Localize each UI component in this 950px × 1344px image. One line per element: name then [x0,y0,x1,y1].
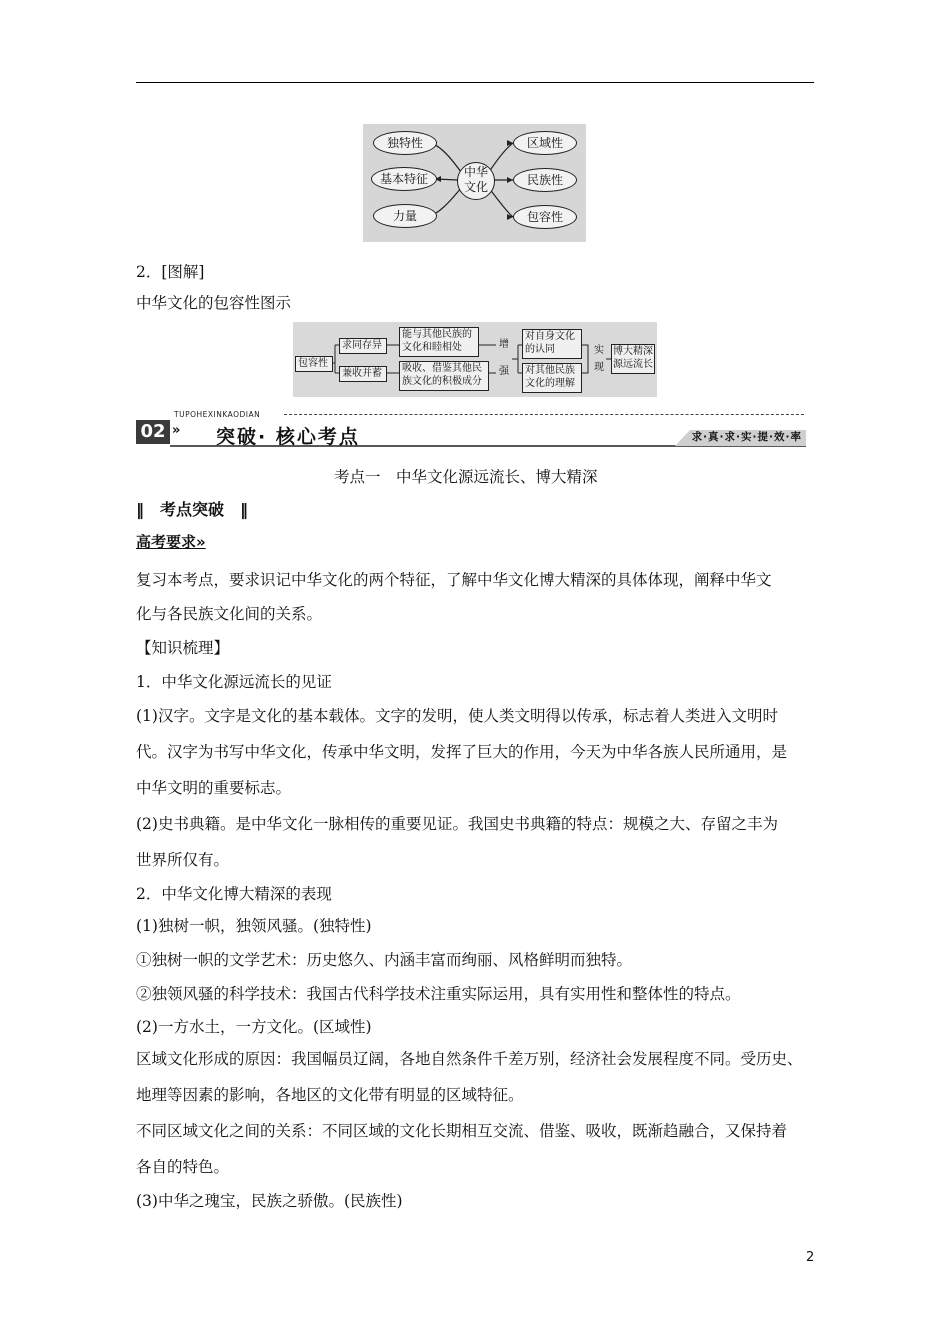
flow-result-2-line-2: 文化的理解 [525,378,575,389]
body-line: (2)一方水土，一方文化。(区域性) [136,1018,372,1036]
body-line: 2．中华文化博大精深的表现 [136,885,332,903]
flow-verb-strengthen [497,338,511,378]
flow-final [611,344,655,374]
mindmap-node-right-1: 区域性 [513,131,577,155]
flow-result-1 [522,329,582,359]
flow-branch-2: 兼收并蓄 [339,366,387,382]
flow-detail-2 [399,361,489,391]
body-line: 世界所仅有。 [136,851,230,869]
flow-detail-2-line-2: 族文化的积极成分 [402,376,482,387]
flow-detail-1-line-1: 能与其他民族的 [402,329,472,340]
flow-result-2 [522,363,582,393]
body-line: (1)独树一帜，独领风骚。(独特性) [136,917,372,935]
body-line: ①独树一帜的文学艺术：历史悠久、内涵丰富而绚丽、风格鲜明而独特。 [136,951,633,969]
body-line: (1)汉字。文字是文化的基本载体。文字的发明，使人类文明得以传承，标志着人类进入文明时 [136,707,778,725]
inclusiveness-flow-diagram [293,322,657,397]
mindmap-node-left-1: 独特性 [373,131,437,155]
flow-final-line-1: 博大精深 [613,346,653,357]
flow-result-2-line-1: 对其他民族 [525,365,575,376]
flow-branch-1: 求同存异 [339,338,387,354]
body-line: ②独领风骚的科学技术：我国古代科学技术注重实际运用，具有实用性和整体性的特点。 [136,985,741,1003]
body-line: (2)史书典籍。是中华文化一脉相传的重要见证。我国史书典籍的特点：规模之大、存留之丰为 [136,815,778,833]
flow-verb-1-char-1: 增 [499,339,509,350]
body-line: 1．中华文化源远流长的见证 [136,673,332,691]
body-line: (3)中华之瑰宝，民族之骄傲。(民族性) [136,1192,403,1210]
flow-verb-1-char-2: 强 [499,366,509,377]
mindmap-center-line-1: 中华 [463,165,488,179]
section-heading: ‖ 考点突破 ‖ [136,500,249,519]
mindmap-center-node [457,162,495,200]
banner-dotted-rule [284,414,804,415]
banner-title: 突破· 核心考点 [216,426,360,448]
mindmap-node-left-2: 基本特征 [371,167,437,191]
body-line: 地理等因素的影响，各地区的文化带有明显的区域特征。 [136,1086,524,1104]
banner-number: 02 [136,420,170,444]
flow-detail-2-line-1: 吸收、借鉴其他民 [402,363,482,374]
flow-root: 包容性 [295,356,333,372]
gaokao-requirement-label: 高考要求» [136,533,206,551]
mindmap-node-right-3: 包容性 [513,205,577,229]
body-line: 代。汉字为书写中华文化，传承中华文明，发挥了巨大的作用，今天为中华各族人民所通用，是 [136,743,788,761]
body-line: 【知识梳理】 [136,639,230,657]
flow-verb-realize [592,344,606,374]
flow-result-1-line-1: 对自身文化 [525,331,575,342]
mindmap-center-line-2: 文化 [463,180,488,194]
banner-slogan: 求·真·求·实·提·效·率 [691,431,802,443]
flow-verb-2-char-1: 实 [594,345,604,356]
body-line: 不同区域文化之间的关系：不同区域的文化长期相互交流、借鉴、吸收，既渐趋融合，又保持着 [136,1122,788,1140]
flow-result-1-line-2: 的认同 [525,344,555,355]
chevron-double-icon: » [172,423,181,438]
body-line: 区域文化形成的原因：我国幅员辽阔，各地自然条件千差万别，经济社会发展程度不同。受历史、 [136,1050,803,1068]
kaodian-title: 考点一 中华文化源远流长、博大精深 [334,468,598,486]
flow-verb-2-char-2: 现 [594,362,604,373]
section-banner [136,410,806,448]
body-line: 各自的特色。 [136,1158,230,1176]
mindmap-node-left-3: 力量 [373,204,437,228]
body-line: 中华文明的重要标志。 [136,779,292,797]
flow-final-line-2: 源远流长 [613,359,653,370]
flow-detail-1-line-2: 文化和睦相处 [402,342,462,353]
mindmap-node-right-2: 民族性 [513,168,577,192]
body-line: 复习本考点，要求识记中华文化的两个特征，了解中华文化博大精深的具体体现，阐释中华文 [136,571,772,589]
header-rule [136,82,814,83]
culture-mindmap [363,124,586,242]
item-2-label: 2．[图解] [136,263,205,281]
body-line: 化与各民族文化间的关系。 [136,605,323,623]
page-number: 2 [806,1250,815,1265]
banner-pinyin: TUPOHEXINKAODIAN [174,410,261,419]
diagram-caption: 中华文化的包容性图示 [136,294,292,312]
flow-detail-1 [399,327,479,357]
